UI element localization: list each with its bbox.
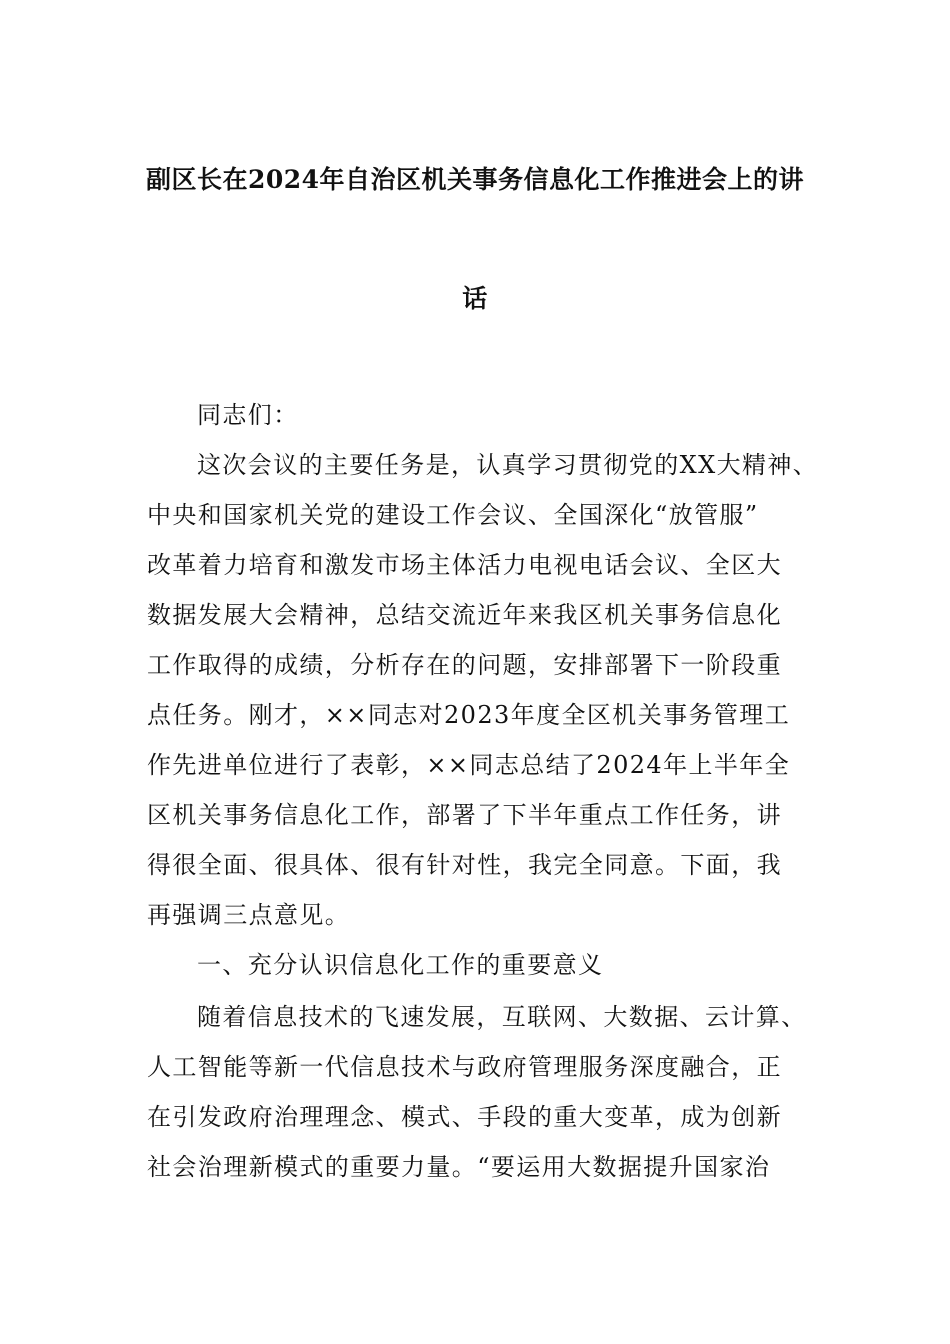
section-heading: 一、充分认识信息化工作的重要意义 xyxy=(197,951,604,979)
body-line: 作先进单位进行了表彰，××同志总结了2024年上半年全 xyxy=(147,751,791,779)
document-title-line-2: 话 xyxy=(462,284,488,313)
body-line: 再强调三点意见。 xyxy=(147,901,351,929)
body-line: 中央和国家机关党的建设工作会议、全国深化“放管服” xyxy=(147,501,759,529)
body-line: 得很全面、很具体、很有针对性，我完全同意。下面，我 xyxy=(147,851,782,879)
document-title-line-1: 副区长在2024年自治区机关事务信息化工作推进会上的讲 xyxy=(145,165,805,194)
body-line: 点任务。刚才，××同志对2023年度全区机关事务管理工 xyxy=(147,701,791,729)
body-line: 这次会议的主要任务是，认真学习贯彻党的XX大精神、 xyxy=(197,451,819,479)
body-line: 在引发政府治理理念、模式、手段的重大变革，成为创新 xyxy=(147,1103,782,1131)
body-line: 数据发展大会精神，总结交流近年来我区机关事务信息化 xyxy=(147,601,782,629)
body-line: 社会治理新模式的重要力量。“要运用大数据提升国家治 xyxy=(147,1153,771,1181)
body-line: 人工智能等新一代信息技术与政府管理服务深度融合，正 xyxy=(147,1053,782,1081)
body-line: 工作取得的成绩，分析存在的问题，安排部署下一阶段重 xyxy=(147,651,782,679)
body-line: 随着信息技术的飞速发展，互联网、大数据、云计算、 xyxy=(197,1003,807,1031)
salutation: 同志们： xyxy=(197,401,299,429)
body-line: 区机关事务信息化工作，部署了下半年重点工作任务，讲 xyxy=(147,801,782,829)
body-line: 改革着力培育和激发市场主体活力电视电话会议、全区大 xyxy=(147,551,782,579)
